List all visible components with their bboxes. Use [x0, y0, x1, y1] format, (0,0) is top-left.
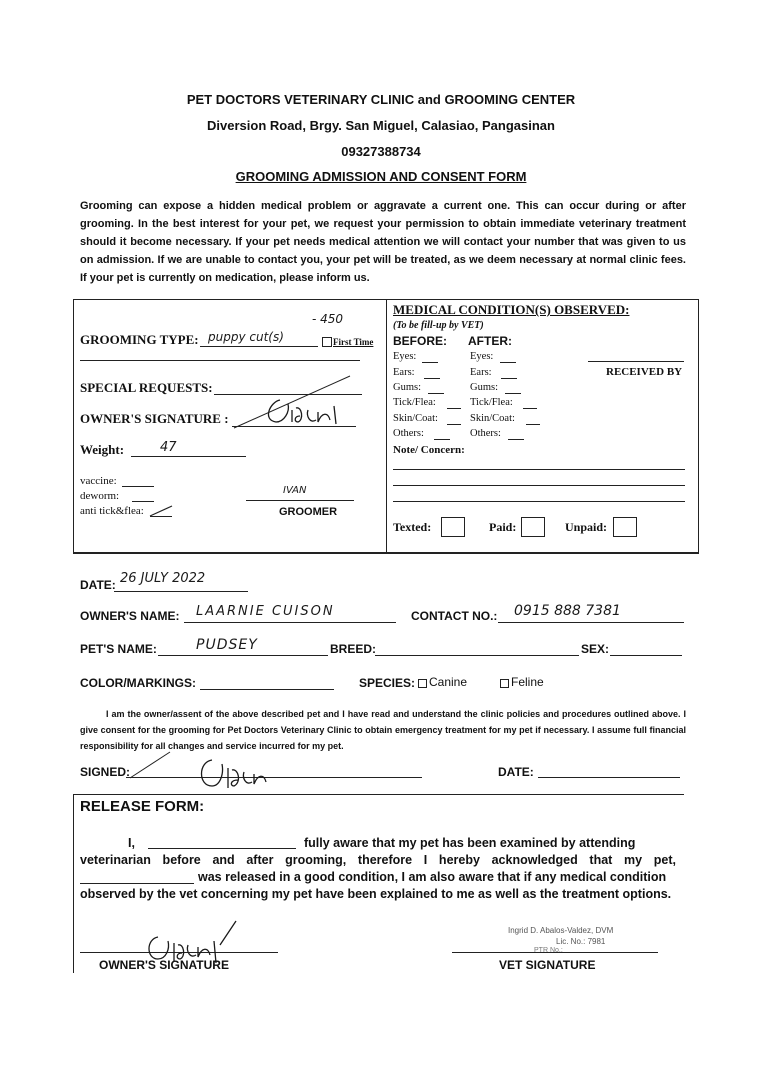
pet-name-label: PET'S NAME: [80, 642, 157, 656]
weight-value: 47 [160, 440, 177, 455]
vet-stamp-lic: Lic. No.: 7981 [556, 937, 606, 946]
weight-line[interactable] [131, 456, 246, 457]
weight-label: Weight: [80, 442, 125, 457]
owner-signature-scribble [232, 372, 362, 432]
release-form-title: RELEASE FORM: [80, 798, 205, 815]
canine-label: Canine [429, 675, 468, 689]
medical-conditions-title: MEDICAL CONDITION(S) OBSERVED: [393, 302, 630, 317]
note-line[interactable] [393, 501, 685, 502]
after-item: Gums: [470, 382, 499, 393]
consent-signature-scribble [128, 746, 278, 794]
grooming-type-value: puppy cut(s) [208, 330, 284, 344]
contact-value: 0915 888 7381 [514, 603, 621, 619]
pet-name-line[interactable] [158, 655, 328, 656]
sex-label: SEX: [581, 642, 610, 656]
grooming-type-label: GROOMING TYPE: [80, 332, 199, 347]
anti-tick-label: anti tick&flea: [80, 505, 144, 517]
sex-line[interactable] [610, 655, 682, 656]
after-gums-line[interactable] [505, 393, 521, 394]
received-by-line[interactable] [588, 361, 684, 362]
first-time-label: First Time [333, 337, 374, 347]
vet-stamp-name: Ingrid D. Abalos-Valdez, DVM [508, 926, 614, 935]
owner-signature-label: OWNER'S SIGNATURE : [80, 411, 229, 426]
date2-line[interactable] [538, 777, 680, 778]
feline-label: Feline [511, 675, 544, 689]
anti-tick-check-mark [148, 504, 176, 518]
vaccine-line[interactable] [122, 486, 154, 487]
note-line[interactable] [393, 469, 685, 470]
form-title: GROOMING ADMISSION AND CONSENT FORM [235, 169, 527, 184]
after-item: Ears: [470, 367, 492, 378]
groomer-line[interactable] [246, 500, 354, 501]
intro-paragraph: Grooming can expose a hidden medical problem or aggravate a current one. This can occur during or after grooming. In the best interest for your pet, we request your permission to obtain immediate veterinary treatment should it become necessary. If your pet needs medical attention we will contact your number that was given to us on admission. If we are unable to contact you, your pet will be treated, as we deem necessary at normal clinic fees. If your pet is currently on medication, please inform us. [80, 200, 686, 284]
deworm-line[interactable] [132, 501, 154, 502]
feline-checkbox[interactable] [500, 679, 509, 688]
release-line3-suffix: was released in a good condition, I am also aware that if any medical condition [198, 870, 667, 884]
owner-name-line[interactable] [184, 622, 396, 623]
paid-label: Paid: [489, 520, 517, 534]
breed-line[interactable] [375, 655, 579, 656]
after-item: Others: [470, 428, 501, 439]
received-by-label: RECEIVED BY [606, 366, 683, 378]
before-item: Tick/Flea: [393, 397, 436, 408]
consent-paragraph: I am the owner/assent of the above described pet and I have read and understand the clinic policies and procedures outlined above. I give consent for the grooming for Pet Doctors Veterinary Clinic to obtain emergency treatment for my pet if necessary. I assume full financial responsibility for all changes and service incurred for my pet. [80, 709, 686, 751]
groomer-name: IVAN [283, 485, 307, 496]
vet-stamp-ptr: PTR No.: [534, 947, 563, 954]
clinic-phone: 09327388734 [341, 144, 421, 159]
before-label: BEFORE: [393, 334, 447, 348]
color-markings-label: COLOR/MARKINGS: [80, 676, 196, 690]
unpaid-checkbox[interactable] [613, 517, 637, 537]
first-time-checkbox[interactable] [322, 337, 332, 347]
release-line4: observed by the vet concerning my pet have been explained to me as well as the treatment options. [80, 887, 672, 901]
canine-checkbox[interactable] [418, 679, 427, 688]
before-ears-line[interactable] [424, 378, 440, 379]
before-item: Others: [393, 428, 424, 439]
after-skin-line[interactable] [526, 424, 540, 425]
before-gums-line[interactable] [428, 393, 444, 394]
date2-label: DATE: [498, 765, 534, 779]
unpaid-label: Unpaid: [565, 520, 608, 534]
after-ears-line[interactable] [501, 378, 517, 379]
after-item: Skin/Coat: [470, 413, 515, 424]
box-divider [386, 299, 387, 552]
grooming-type-line [200, 346, 318, 347]
release-pet-line[interactable] [80, 883, 194, 884]
note-concern-label: Note/ Concern: [393, 444, 465, 456]
deworm-label: deworm: [80, 490, 120, 502]
grooming-extra-line [80, 360, 360, 361]
date-value: 26 JULY 2022 [120, 571, 206, 586]
after-label: AFTER: [468, 334, 512, 348]
after-tick-line[interactable] [523, 408, 537, 409]
after-eyes-line[interactable] [500, 362, 516, 363]
clinic-name: PET DOCTORS VETERINARY CLINIC and GROOMING CENTER [186, 92, 576, 107]
medical-conditions-subtitle: (To be fill-up by VET) [393, 320, 484, 331]
date-label: DATE: [80, 578, 116, 592]
pet-name-value: PUDSEY [196, 637, 258, 653]
before-skin-line[interactable] [447, 424, 461, 425]
owner-name-value: LAARNIE CUISON [196, 604, 335, 619]
before-item: Ears: [393, 367, 415, 378]
groomer-label: GROOMER [279, 506, 338, 518]
texted-label: Texted: [393, 520, 432, 534]
texted-checkbox[interactable] [441, 517, 465, 537]
special-requests-label: SPECIAL REQUESTS: [80, 380, 213, 395]
contact-label: CONTACT NO.: [411, 609, 498, 623]
vet-signature-label: VET SIGNATURE [499, 958, 596, 972]
species-label: SPECIES: [359, 676, 416, 690]
contact-line[interactable] [498, 622, 684, 623]
breed-label: BREED: [330, 642, 377, 656]
release-line2: veterinarian before and after grooming, therefore I hereby acknowledged that my pet, [80, 853, 676, 867]
release-line1-suffix: fully aware that my pet has been examined by attending [304, 836, 636, 850]
before-eyes-line[interactable] [422, 362, 438, 363]
after-item: Tick/Flea: [470, 397, 513, 408]
owner-name-label: OWNER'S NAME: [80, 609, 180, 623]
release-owner-signature-label: OWNER'S SIGNATURE [99, 958, 229, 972]
before-item: Eyes: [393, 351, 417, 362]
note-line[interactable] [393, 485, 685, 486]
date-line[interactable] [114, 591, 248, 592]
vaccine-label: vaccine: [80, 475, 117, 487]
clinic-address: Diversion Road, Brgy. San Miguel, Calasiao, Pangasinan [207, 118, 555, 133]
release-name-line[interactable] [148, 848, 296, 849]
before-item: Skin/Coat: [393, 413, 438, 424]
grooming-price: - 450 [312, 312, 344, 326]
before-item: Gums: [393, 382, 422, 393]
after-item: Eyes: [470, 351, 494, 362]
vet-signature-line[interactable] [452, 952, 658, 953]
after-others-line[interactable] [508, 439, 524, 440]
color-markings-line[interactable] [200, 689, 334, 690]
before-tick-line[interactable] [447, 408, 461, 409]
signed-label: SIGNED: [80, 765, 131, 779]
before-others-line[interactable] [434, 439, 450, 440]
paid-checkbox[interactable] [521, 517, 545, 537]
release-line1-prefix: I, [128, 836, 135, 850]
